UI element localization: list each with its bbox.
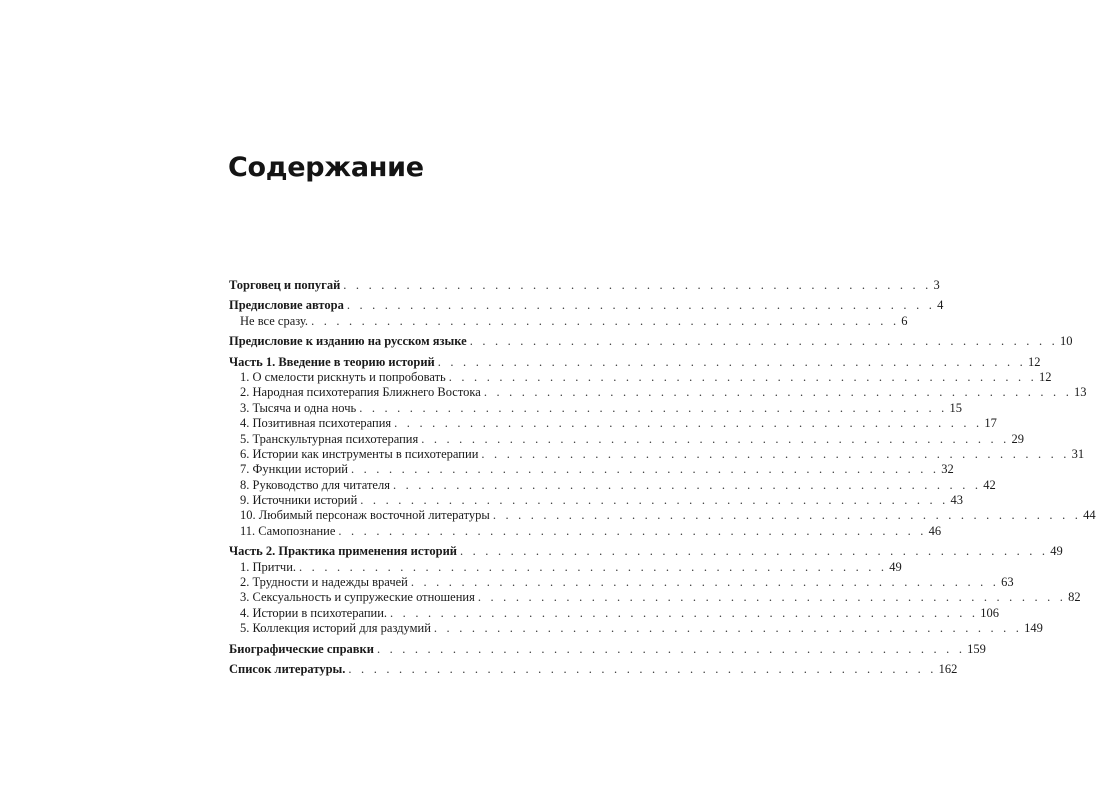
- toc-entry-title: 5. Коллекция историй для раздумий: [240, 621, 431, 636]
- toc-entry-title: Биографические справки: [229, 641, 374, 656]
- toc-entry: [229, 462, 954, 477]
- dot-leader: . . . . . . . . . . . . . . . . . . . . . . . . . . . . . . . . . . . . . . . . . . . . . . .: [460, 544, 1049, 559]
- toc-entry: [229, 298, 944, 313]
- toc-entry-page-number: 106: [980, 605, 1000, 620]
- toc-entry-title: Не все сразу.: [240, 313, 309, 328]
- toc-entry: [229, 278, 940, 293]
- toc-entry-page-number: 162: [938, 661, 958, 676]
- toc-entry: [229, 590, 1081, 605]
- toc-entry: [229, 385, 1087, 400]
- table-of-contents: [229, 278, 1096, 677]
- dot-leader: . . . . . . . . . . . . . . . . . . . . . . . . . . . . . . . . . . . . . . . . . . . . . . .: [392, 477, 982, 492]
- toc-entry-page-number: 44: [1083, 508, 1096, 523]
- toc-entry-title: 1. Притчи.: [240, 559, 297, 574]
- toc-entry: [229, 416, 997, 431]
- toc-entry-title: Часть 2. Практика применения историй: [229, 544, 457, 559]
- toc-entry-page-number: 43: [950, 493, 964, 508]
- toc-entry-title: 5. Транскультурная психотерапия: [240, 431, 419, 446]
- toc-entry: [229, 575, 1014, 590]
- toc-entry: [229, 523, 942, 539]
- toc-entry-page-number: 15: [949, 400, 962, 415]
- toc-entry: [229, 559, 902, 575]
- dot-leader: . . . . . . . . . . . . . . . . . . . . . . . . . . . . . . . . . . . . . . . . . . . . . . .: [483, 385, 1073, 400]
- toc-entry-page-number: 10: [1059, 334, 1073, 349]
- dot-leader: . . . . . . . . . . . . . . . . . . . . . . . . . . . . . . . . . . . . . . . . . . . . . . .: [346, 298, 936, 313]
- toc-entry: [229, 493, 964, 508]
- toc-entry-title: 4. Истории в психотерапии.: [240, 605, 388, 620]
- toc-entry-page-number: 49: [889, 559, 902, 574]
- toc-entry-page-number: 82: [1068, 590, 1081, 605]
- toc-entry-page-number: 42: [983, 477, 996, 492]
- toc-entry-page-number: 63: [1001, 575, 1014, 590]
- toc-entry-page-number: 3: [933, 278, 940, 292]
- toc-entry-title: Предисловие к изданию на русском языке: [229, 334, 467, 349]
- dot-leader: . . . . . . . . . . . . . . . . . . . . . . . . . . . . . . . . . . . . . . . . . . . . . . .: [343, 278, 932, 292]
- dot-leader: . . . . . . . . . . . . . . . . . . . . . . . . . . . . . . . . . . . . . . . . . . . . . . .: [390, 605, 979, 620]
- toc-entry-page-number: 12: [1038, 369, 1052, 384]
- toc-entry-page-number: 31: [1071, 446, 1085, 461]
- toc-entry: [229, 641, 986, 657]
- dot-leader: . . . . . . . . . . . . . . . . . . . . . . . . . . . . . . . . . . . . . . . . . . . . . . .: [299, 559, 888, 574]
- toc-entry-title: 11. Самопознание: [240, 523, 336, 538]
- toc-entry-page-number: 13: [1074, 385, 1087, 400]
- toc-entry: [229, 313, 908, 329]
- toc-entry-page-number: 12: [1027, 354, 1041, 369]
- toc-entry-title: 7. Функции историй: [240, 462, 348, 477]
- dot-leader: . . . . . . . . . . . . . . . . . . . . . . . . . . . . . . . . . . . . . . . . . . . . . . .: [469, 334, 1058, 349]
- dot-leader: . . . . . . . . . . . . . . . . . . . . . . . . . . . . . . . . . . . . . . . . . . . . . . .: [477, 590, 1067, 605]
- page-title: Содержание: [228, 152, 424, 183]
- toc-entry-title: Список литературы.: [229, 661, 346, 676]
- dot-leader: . . . . . . . . . . . . . . . . . . . . . . . . . . . . . . . . . . . . . . . . . . . . . . .: [376, 641, 966, 656]
- toc-entry: [229, 477, 996, 493]
- toc-entry-title: Предисловие автора: [229, 298, 344, 313]
- toc-entry-title: 6. Истории как инструменты в психотерапии: [240, 446, 479, 461]
- toc-entry: [229, 661, 958, 677]
- toc-entry: [229, 605, 1000, 621]
- toc-entry-page-number: 17: [984, 416, 997, 431]
- toc-entry-title: 1. О смелости рискнуть и попробовать: [240, 369, 446, 384]
- toc-entry-page-number: 149: [1024, 621, 1043, 636]
- toc-entry-title: Торговец и попугай: [229, 278, 341, 292]
- toc-entry: [229, 369, 1052, 385]
- toc-entry: [229, 431, 1024, 447]
- toc-entry: [229, 354, 1041, 370]
- dot-leader: . . . . . . . . . . . . . . . . . . . . . . . . . . . . . . . . . . . . . . . . . . . . . . .: [410, 575, 1000, 590]
- toc-entry-page-number: 159: [967, 641, 986, 656]
- toc-entry-title: 10. Любимый персонаж восточной литературы: [240, 508, 490, 523]
- toc-entry-page-number: 6: [901, 313, 908, 328]
- toc-entry-title: Часть 1. Введение в теорию историй: [229, 354, 435, 369]
- toc-entry-title: 2. Трудности и надежды врачей: [240, 575, 408, 590]
- dot-leader: . . . . . . . . . . . . . . . . . . . . . . . . . . . . . . . . . . . . . . . . . . . . . . .: [492, 508, 1082, 523]
- toc-entry: [229, 400, 962, 416]
- dot-leader: . . . . . . . . . . . . . . . . . . . . . . . . . . . . . . . . . . . . . . . . . . . . . . .: [437, 354, 1026, 369]
- toc-entry-title: 3. Тысяча и одна ночь: [240, 400, 357, 415]
- dot-leader: . . . . . . . . . . . . . . . . . . . . . . . . . . . . . . . . . . . . . . . . . . . . . . .: [481, 446, 1070, 461]
- toc-entry-title: 9. Источники историй: [240, 493, 358, 508]
- toc-entry-page-number: 4: [937, 298, 944, 313]
- toc-entry: [229, 446, 1085, 462]
- dot-leader: . . . . . . . . . . . . . . . . . . . . . . . . . . . . . . . . . . . . . . . . . . . . . . .: [421, 431, 1010, 446]
- toc-entry-page-number: 32: [941, 462, 954, 477]
- dot-leader: . . . . . . . . . . . . . . . . . . . . . . . . . . . . . . . . . . . . . . . . . . . . . . .: [448, 369, 1037, 384]
- toc-entry-title: 8. Руководство для читателя: [240, 477, 390, 492]
- toc-entry-title: 2. Народная психотерапия Ближнего Востока: [240, 385, 481, 400]
- toc-entry-title: 3. Сексуальность и супружеские отношения: [240, 590, 475, 605]
- dot-leader: . . . . . . . . . . . . . . . . . . . . . . . . . . . . . . . . . . . . . . . . . . . . . . .: [359, 400, 948, 415]
- dot-leader: . . . . . . . . . . . . . . . . . . . . . . . . . . . . . . . . . . . . . . . . . . . . . . .: [394, 416, 983, 431]
- dot-leader: . . . . . . . . . . . . . . . . . . . . . . . . . . . . . . . . . . . . . . . . . . . . . . .: [360, 493, 949, 508]
- dot-leader: . . . . . . . . . . . . . . . . . . . . . . . . . . . . . . . . . . . . . . . . . . . . . . .: [433, 621, 1023, 636]
- dot-leader: . . . . . . . . . . . . . . . . . . . . . . . . . . . . . . . . . . . . . . . . . . . . . . .: [338, 523, 927, 538]
- dot-leader: . . . . . . . . . . . . . . . . . . . . . . . . . . . . . . . . . . . . . . . . . . . . . . .: [348, 661, 937, 676]
- dot-leader: . . . . . . . . . . . . . . . . . . . . . . . . . . . . . . . . . . . . . . . . . . . . . . .: [351, 462, 940, 477]
- toc-entry-page-number: 49: [1050, 544, 1063, 559]
- toc-entry-page-number: 46: [928, 523, 942, 538]
- toc-entry: [229, 544, 1063, 559]
- toc-entry: [229, 508, 1096, 523]
- toc-entry-page-number: 29: [1011, 431, 1024, 446]
- dot-leader: . . . . . . . . . . . . . . . . . . . . . . . . . . . . . . . . . . . . . . . . . . . . . . .: [311, 313, 900, 328]
- toc-entry-title: 4. Позитивная психотерапия: [240, 416, 392, 431]
- toc-entry: [229, 334, 1073, 349]
- toc-entry: [229, 621, 1043, 636]
